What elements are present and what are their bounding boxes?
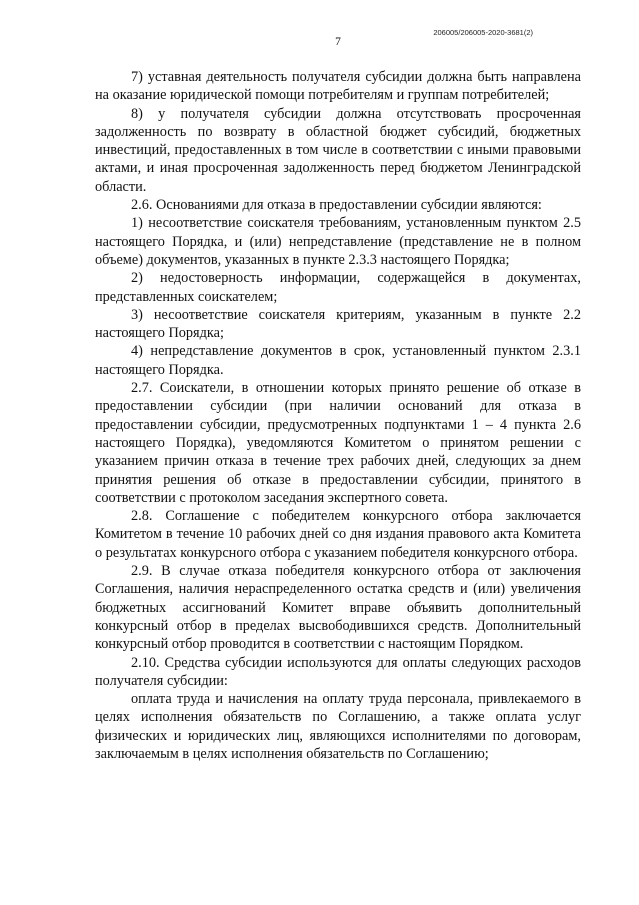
paragraph-2-6-item-1: 1) несоответствие соискателя требованиям, установленным пунктом 2.5 настоящего Порядка, и (или) непредставление (представление не в полном объеме) документов, указанных в пункте 2.3.3 настоящего Порядка; xyxy=(95,215,581,268)
paragraph-2-10-labor: оплата труда и начисления на оплату труда персонала, привлекаемого в целях исполнения обязательств по Соглашению, а также оплата услуг физических и юридических лиц, являющихся исполнителями по договорам, заключаемым в целях исполнения обязательств по Соглашению; xyxy=(95,691,581,762)
page-number: 7 xyxy=(335,36,341,48)
paragraph-2-6-item-2: 2) недостоверность информации, содержащейся в документах, представленных соискателем; xyxy=(95,270,581,305)
paragraph-2-7: 2.7. Соискатели, в отношении которых принято решение об отказе в предоставлении субсидии (при наличии оснований для отказа в предоставлении субсидии, предусмотренных подпунктами 1 – 4 пункта 2.6 настоящего Порядка), уведомляются Комитетом о принятом решении с указанием причин отказа в течение трех рабочих дней, следующих за днем принятия решения об отказе в предоставлении субсидии, принятого в соответствии с протоколом заседания экспертного совета. xyxy=(95,380,581,506)
paragraph-2-9: 2.9. В случае отказа победителя конкурсного отбора от заключения Соглашения, наличия нераспределенного остатка средств и (или) увеличения бюджетных ассигнований Комитет вправе объявить дополнительный конкурсный отбор в пределах высвободившихся средств. Дополнительный конкурсный отбор проводится в соответствии с настоящим Порядком. xyxy=(95,563,581,653)
document-body xyxy=(95,68,581,763)
paragraph-2-8: 2.8. Соглашение с победителем конкурсного отбора заключается Комитетом в течение 10 рабочих дней со дня издания правового акта Комитета о результатах конкурсного отбора с указанием победителя конкурсного отбора. xyxy=(95,508,581,561)
paragraph-item-7: 7) уставная деятельность получателя субсидии должна быть направлена на оказание юридической помощи потребителям и группам потребителей; xyxy=(95,69,581,104)
paragraph-2-6: 2.6. Основаниями для отказа в предоставлении субсидии являются: xyxy=(131,197,542,214)
paragraph-2-6-item-4: 4) непредставление документов в срок, установленный пунктом 2.3.1 настоящего Порядка. xyxy=(95,343,581,378)
document-id: 206005/206005-2020-3681(2) xyxy=(433,28,533,37)
paragraph-2-10: 2.10. Средства субсидии используются для оплаты следующих расходов получателя субсидии: xyxy=(95,654,581,689)
paragraph-2-6-item-3: 3) несоответствие соискателя критериям, указанным в пункте 2.2 настоящего Порядка; xyxy=(95,306,581,342)
paragraph-item-8: 8) у получателя субсидии должна отсутствовать просроченная задолженность по возврату в областной бюджет субсидий, бюджетных инвестиций, предоставленных в том числе в соответствии с иными правовыми актами, и иная просроченная задолженность перед бюджетом Ленинградской области. xyxy=(95,105,581,195)
